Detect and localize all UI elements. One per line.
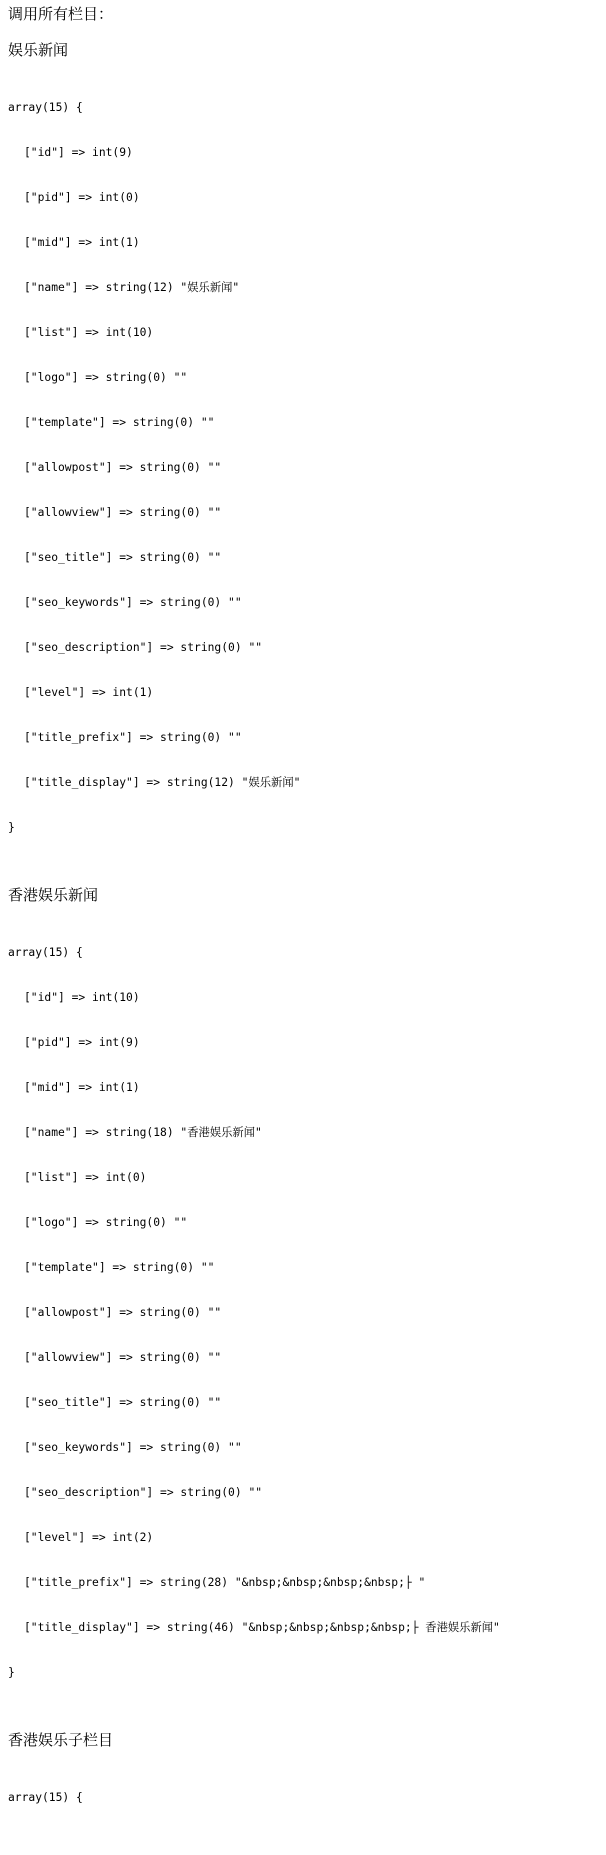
dump-field-name: ["name"] => string(12) "娱乐新闻": [24, 281, 240, 294]
dump-field-seo-title: ["seo_title"] => string(0) "": [24, 1396, 222, 1409]
dump-field-allowpost: ["allowpost"] => string(0) "": [24, 461, 222, 474]
dump-field-seo-keywords: ["seo_keywords"] => string(0) "": [24, 596, 242, 609]
var-dump-block: [8, 70, 598, 865]
dump-field-allowview: ["allowview"] => string(0) "": [24, 506, 222, 519]
dump-field-seo-description: ["seo_description"] => string(0) "": [24, 641, 263, 654]
dump-field-title-prefix: ["title_prefix"] => string(0) "": [24, 731, 242, 744]
dump-field-logo: ["logo"] => string(0) "": [24, 371, 188, 384]
dump-field-name: ["name"] => string(18) "香港娱乐新闻": [24, 1126, 262, 1139]
dump-field-seo-keywords: ["seo_keywords"] => string(0) "": [24, 1441, 242, 1454]
dump-field-seo-title: ["seo_title"] => string(0) "": [24, 551, 222, 564]
var-dump-block: [8, 915, 598, 1710]
dump-field-title-display: ["title_display"] => string(12) "娱乐新闻": [24, 776, 301, 789]
dump-field-mid: ["mid"] => int(1): [24, 1081, 140, 1094]
category-heading: 香港娱乐新闻: [8, 886, 99, 904]
category-heading: 娱乐新闻: [8, 41, 69, 59]
dump-field-level: ["level"] => int(1): [24, 686, 154, 699]
category-section: [8, 885, 598, 1710]
array-open: array(15) {: [8, 946, 83, 959]
dump-field-list: ["list"] => int(0): [24, 1171, 147, 1184]
dump-field-title-display: ["title_display"] => string(46) "&nbsp;&nbsp;&nbsp;&nbsp;├ 香港娱乐新闻": [24, 1621, 500, 1634]
dump-field-level: ["level"] => int(2): [24, 1531, 154, 1544]
dump-field-pid: ["pid"] => int(9): [24, 1036, 140, 1049]
array-close: }: [8, 821, 15, 834]
dump-field-mid: ["mid"] => int(1): [24, 236, 140, 249]
dump-field-template: ["template"] => string(0) "": [24, 1261, 215, 1274]
dump-field-seo-description: ["seo_description"] => string(0) "": [24, 1486, 263, 1499]
dump-field-id: ["id"] => int(10): [24, 991, 140, 1004]
dump-field-allowview: ["allowview"] => string(0) "": [24, 1351, 222, 1364]
dump-field-pid: ["pid"] => int(0): [24, 191, 140, 204]
dump-field-title-prefix: ["title_prefix"] => string(28) "&nbsp;&nbsp;&nbsp;&nbsp;├ ": [24, 1576, 426, 1589]
array-close: }: [8, 1666, 15, 1679]
array-open: array(15) {: [8, 1791, 83, 1804]
dump-page: [8, 4, 598, 1855]
dump-field-list: ["list"] => int(10): [24, 326, 154, 339]
category-heading: 香港娱乐子栏目: [8, 1731, 114, 1749]
var-dump-block: [8, 1760, 598, 1835]
dump-field-id: ["id"] => int(9): [24, 146, 133, 159]
array-open: array(15) {: [8, 101, 83, 114]
dump-field-logo: ["logo"] => string(0) "": [24, 1216, 188, 1229]
category-section: [8, 40, 598, 865]
dump-field-allowpost: ["allowpost"] => string(0) "": [24, 1306, 222, 1319]
page-title: 调用所有栏目：: [8, 5, 114, 23]
category-section: [8, 1730, 598, 1835]
dump-field-template: ["template"] => string(0) "": [24, 416, 215, 429]
